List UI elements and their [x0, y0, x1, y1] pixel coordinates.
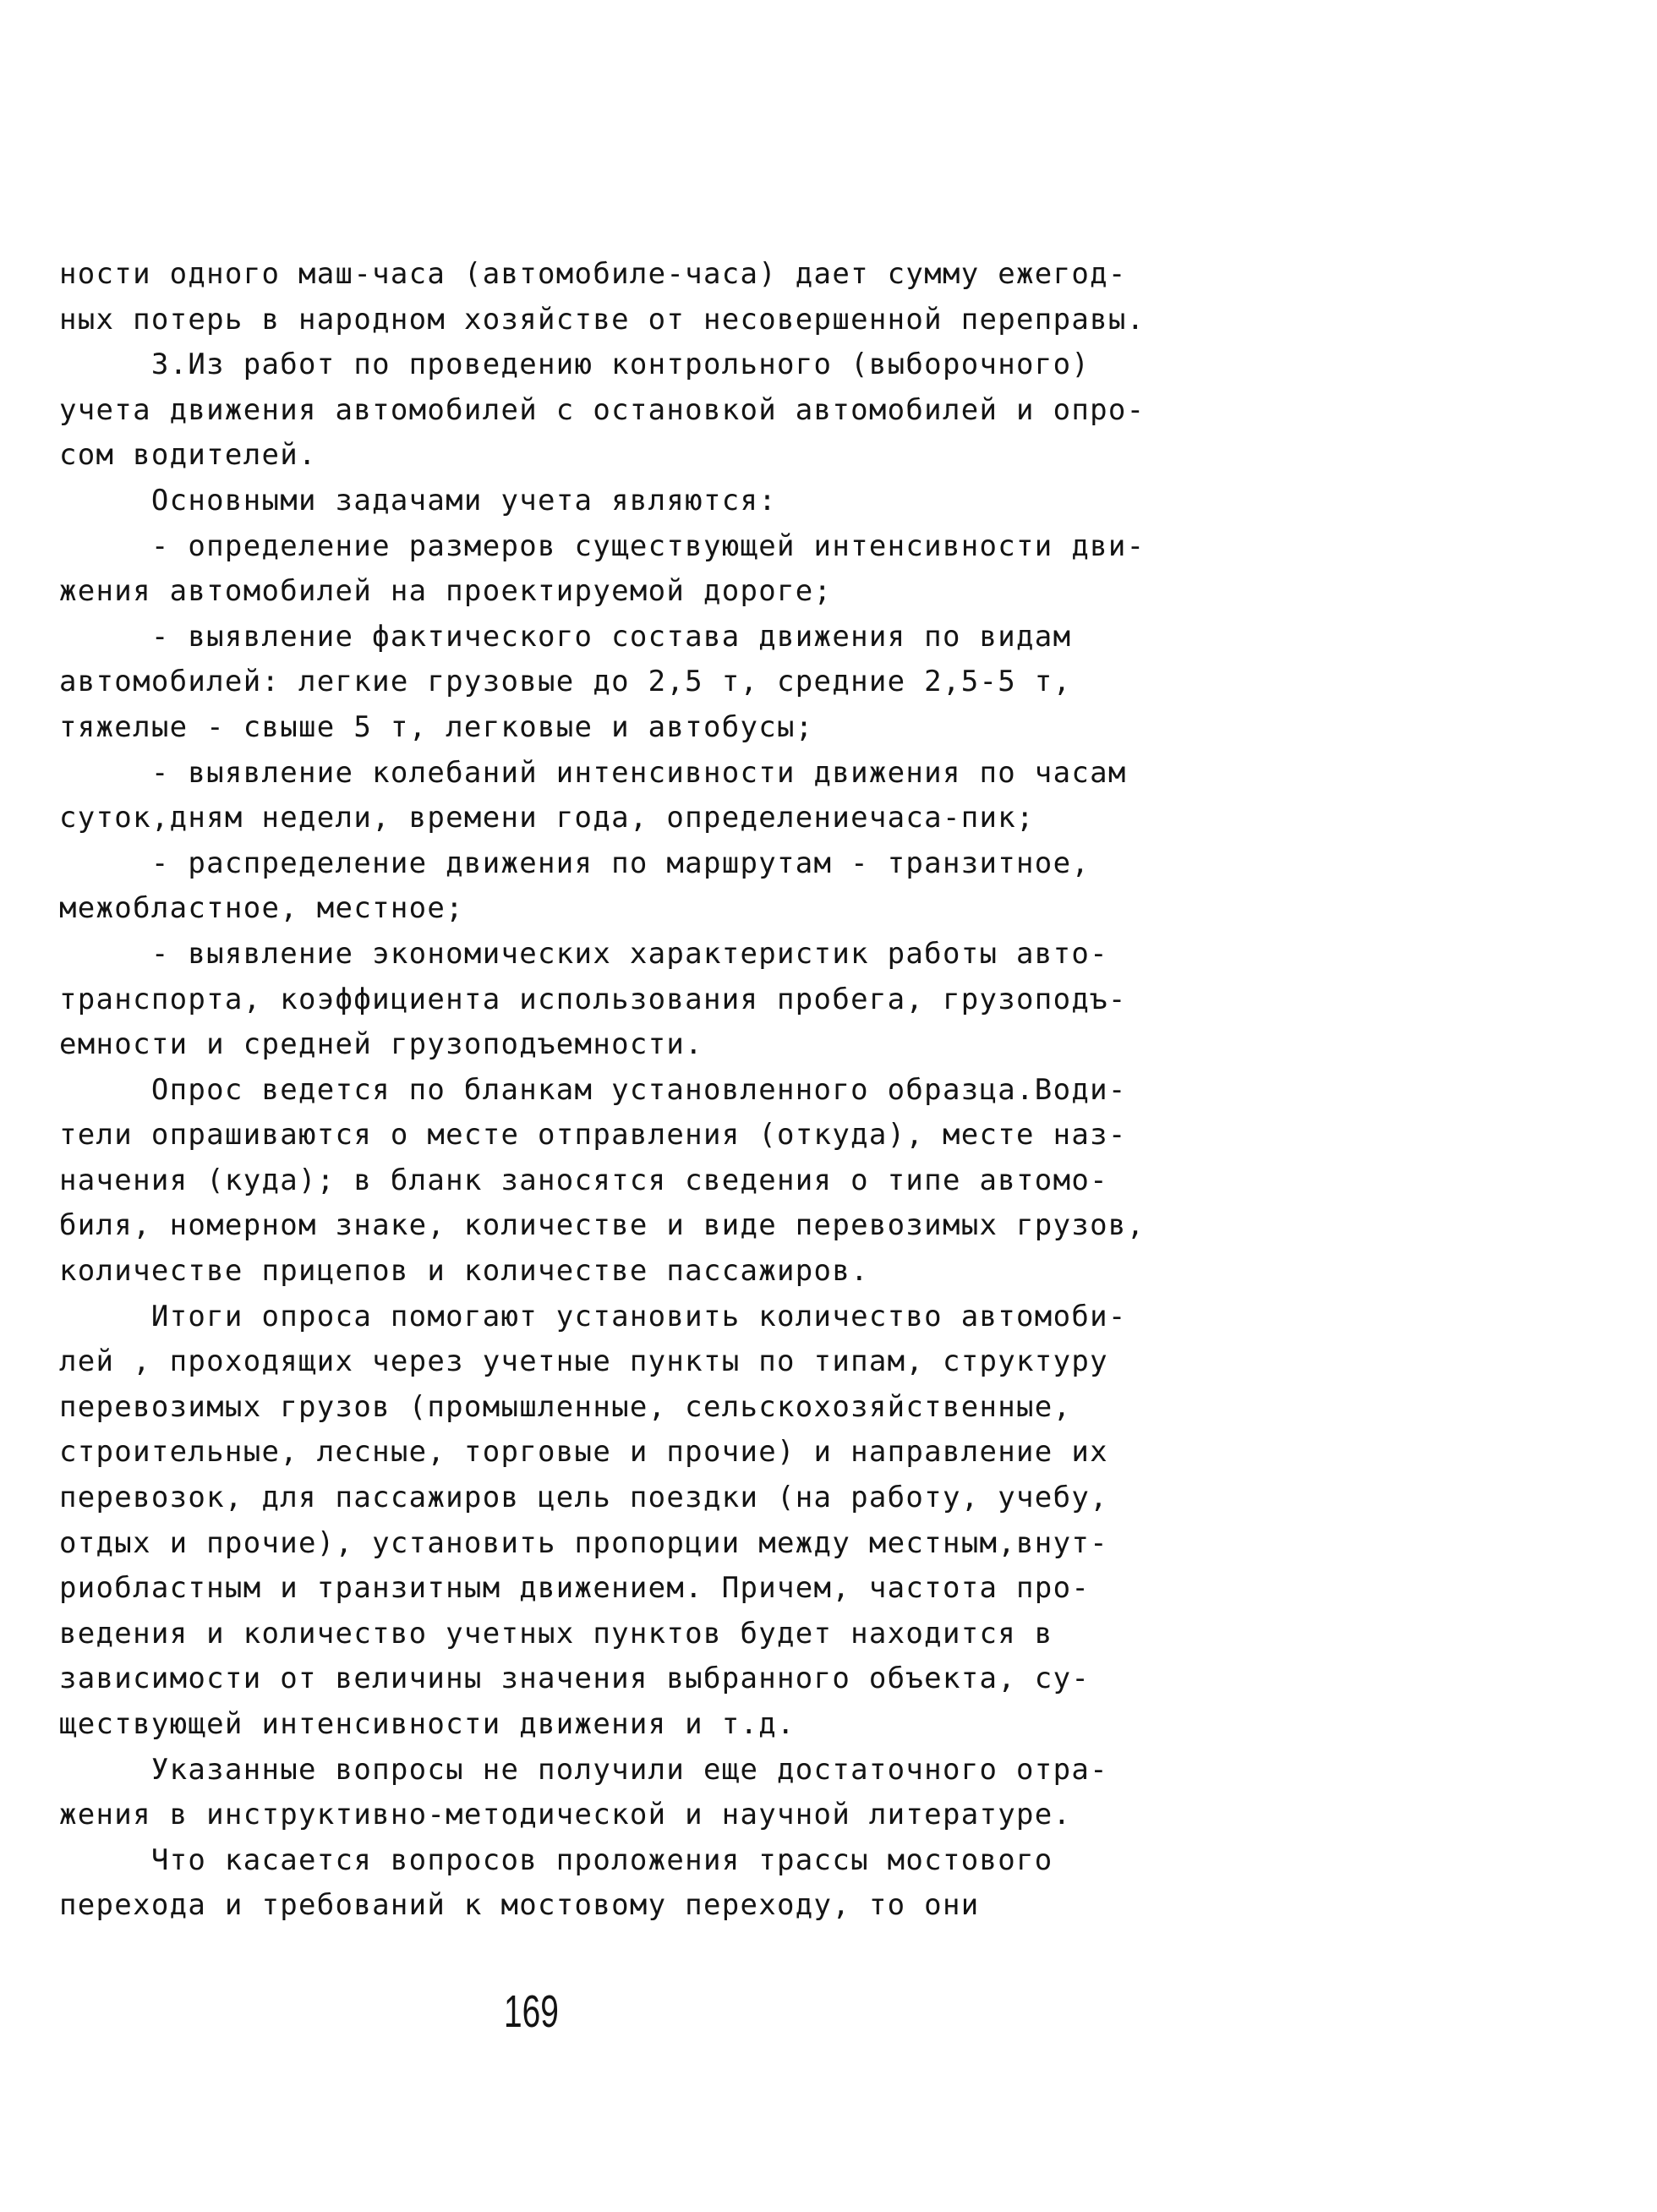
- text-line: Указанные вопросы не получили еще достаточного отра-: [59, 1752, 1108, 1787]
- text-line: Основными задачами учета являются:: [59, 483, 778, 517]
- text-line: перевозок, для пассажиров цель поездки (на работу, учебу,: [59, 1481, 1108, 1515]
- text-line: ности одного маш-часа (автомобиле-часа) дает сумму ежегод-: [59, 257, 1127, 291]
- text-line: отдых и прочие), установить пропорции между местным,внут-: [59, 1525, 1108, 1560]
- text-line: автомобилей: легкие грузовые до 2,5 т, средние 2,5-5 т,: [59, 665, 1072, 699]
- text-line: ществующей интенсивности движения и т.д.: [59, 1707, 796, 1741]
- text-line: - выявление колебаний интенсивности движения по часам: [59, 755, 1127, 790]
- text-line: лей , проходящих через учетные пункты по типам, структуру: [59, 1344, 1108, 1379]
- text-line: Что касается вопросов проложения трассы мостового: [59, 1842, 1053, 1877]
- text-line: жения автомобилей на проектируемой дороге;: [59, 574, 833, 609]
- text-line: суток,дням недели, времени года, определениечаса-пик;: [59, 801, 1035, 835]
- text-line: сом водителей.: [59, 438, 317, 473]
- text-line: ных потерь в народном хозяйстве от несовершенной переправы.: [59, 302, 1146, 337]
- text-line: начения (куда); в бланк заносятся сведения о типе автомо-: [59, 1163, 1108, 1197]
- text-line: перевозимых грузов (промышленные, сельскохозяйственные,: [59, 1389, 1072, 1424]
- text-line: межобластное, местное;: [59, 891, 464, 926]
- body-text: [59, 252, 1167, 1929]
- text-line: биля, номерном знаке, количестве и виде перевозимых грузов,: [59, 1208, 1146, 1243]
- text-line: зависимости от величины значения выбранного объекта, су-: [59, 1662, 1091, 1696]
- page-number: 169: [504, 1986, 559, 2037]
- text-line: - выявление экономических характеристик работы авто-: [59, 936, 1108, 971]
- text-line: учета движения автомобилей с остановкой автомобилей и опро-: [59, 392, 1146, 427]
- text-line: - выявление фактического состава движения по видам: [59, 619, 1072, 654]
- text-line: перехода и требований к мостовому переходу, то они: [59, 1888, 980, 1923]
- text-line: количестве прицепов и количестве пассажиров.: [59, 1254, 869, 1289]
- text-line: - распределение движения по маршрутам - транзитное,: [59, 846, 1091, 880]
- text-line: транспорта, коэффициента использования пробега, грузоподъ-: [59, 982, 1127, 1016]
- text-line: тели опрашиваются о месте отправления (откуда), месте наз-: [59, 1118, 1127, 1153]
- text-line: жения в инструктивно-методической и научной литературе.: [59, 1798, 1072, 1832]
- text-line: тяжелые - свыше 5 т, легковые и автобусы;: [59, 709, 814, 744]
- text-line: строительные, лесные, торговые и прочие) и направление их: [59, 1435, 1108, 1470]
- text-line: 3.Из работ по проведению контрольного (выборочного): [59, 348, 1091, 382]
- text-line: ведения и количество учетных пунктов будет находится в: [59, 1616, 1053, 1651]
- text-line: Итоги опроса помогают установить количество автомоби-: [59, 1299, 1127, 1333]
- text-line: - определение размеров существующей интенсивности дви-: [59, 528, 1146, 563]
- text-line: риобластным и транзитным движением. Причем, частота про-: [59, 1571, 1091, 1606]
- text-line: емности и средней грузоподъемности.: [59, 1027, 703, 1062]
- text-line: Опрос ведется по бланкам установленного образца.Води-: [59, 1072, 1127, 1107]
